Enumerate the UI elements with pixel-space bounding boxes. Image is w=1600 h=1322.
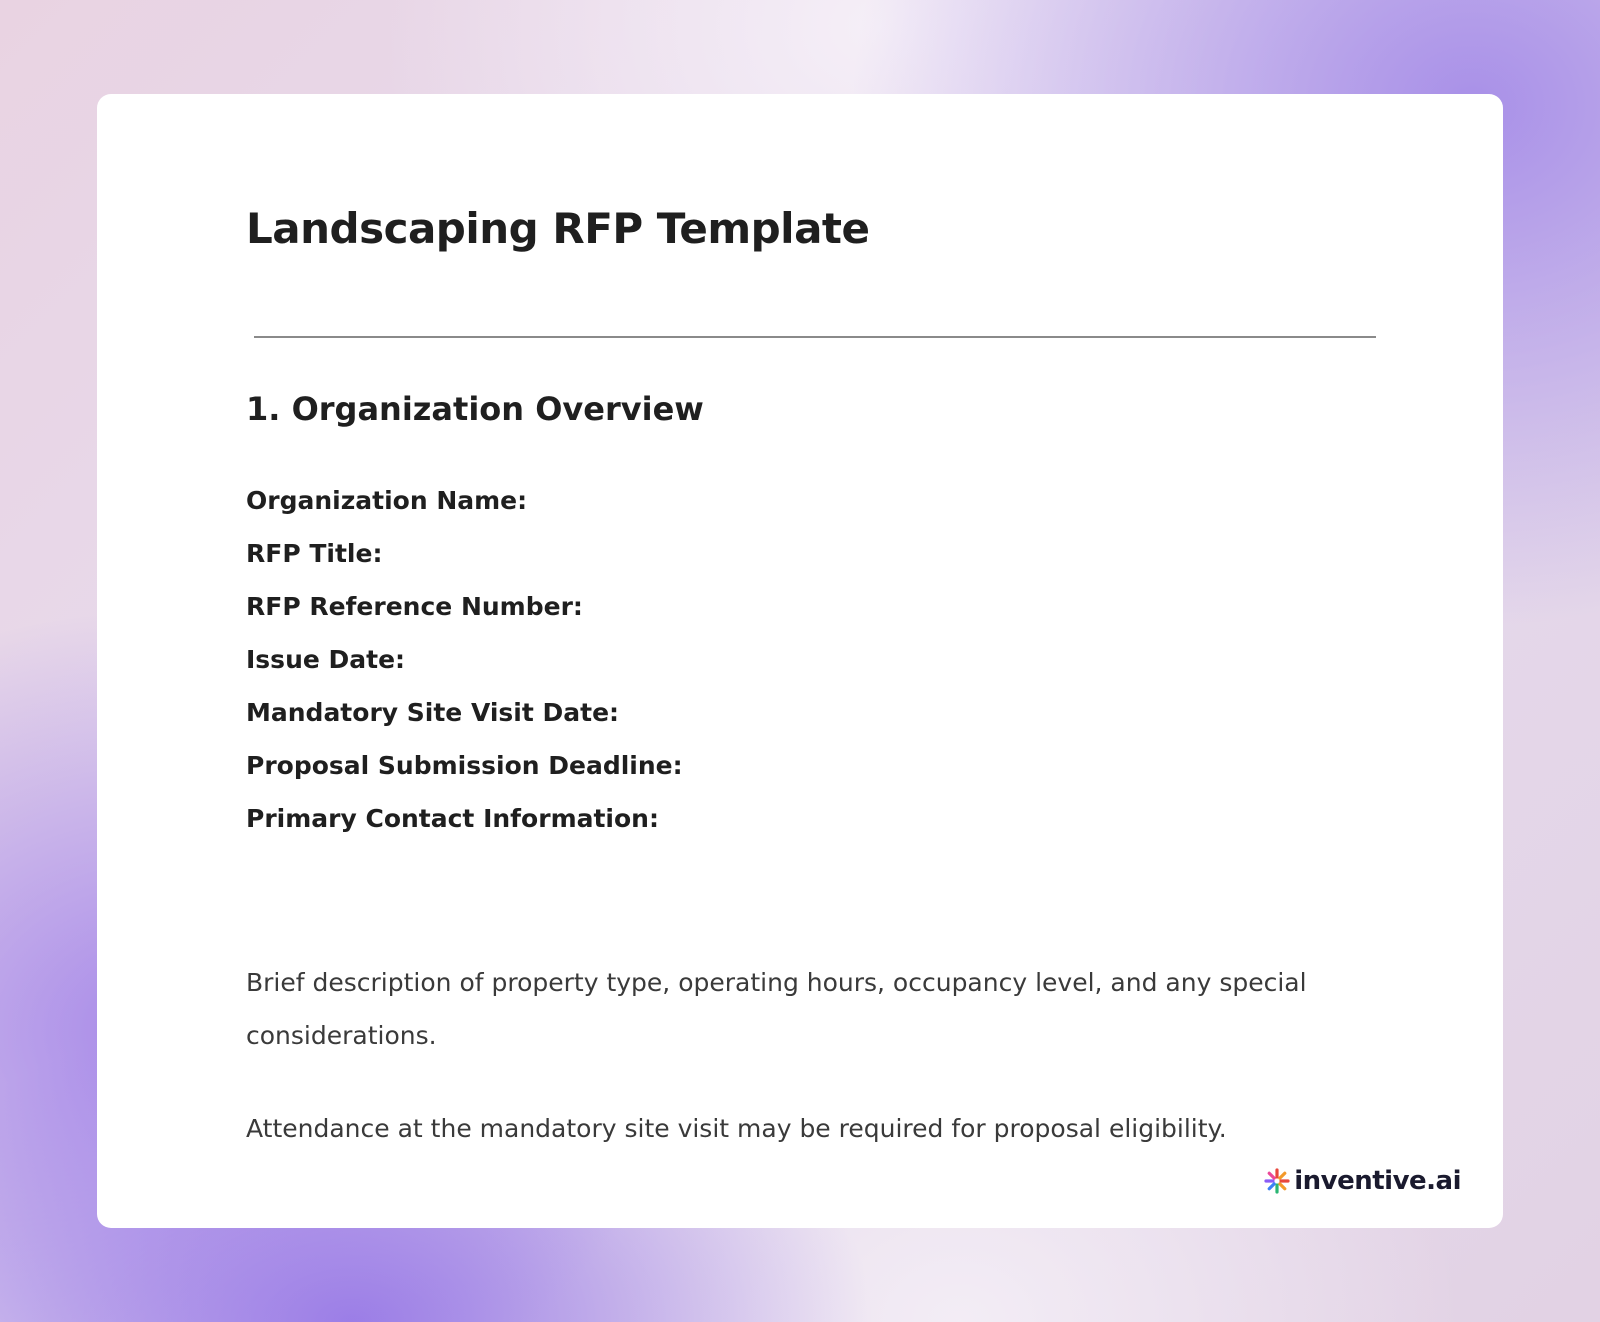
field-list <box>246 486 683 857</box>
document-title: Landscaping RFP Template <box>246 204 870 253</box>
title-divider <box>254 336 1376 338</box>
site-visit-note-paragraph: Attendance at the mandatory site visit may be required for proposal eligibility. <box>246 1114 1227 1143</box>
field-organization-name: Organization Name: <box>246 486 528 515</box>
field-issue-date: Issue Date: <box>246 645 406 674</box>
logo-ray <box>1280 1184 1285 1189</box>
brand-logo <box>1264 1166 1461 1196</box>
section-heading: 1. Organization Overview <box>246 390 704 428</box>
logo-ray <box>1269 1184 1274 1189</box>
field-submission-deadline: Proposal Submission Deadline: <box>246 751 683 780</box>
logo-ray <box>1269 1173 1274 1178</box>
field-primary-contact: Primary Contact Information: <box>246 804 659 833</box>
property-description-paragraph: Brief description of property type, operating hours, occupancy level, and any special considerations. <box>246 968 1307 1050</box>
field-rfp-reference-number: RFP Reference Number: <box>246 592 583 621</box>
inventive-logo-icon <box>1264 1168 1290 1194</box>
document-card <box>97 94 1503 1228</box>
brand-name: inventive.ai <box>1294 1166 1461 1196</box>
field-site-visit-date: Mandatory Site Visit Date: <box>246 698 620 727</box>
field-rfp-title: RFP Title: <box>246 539 383 568</box>
logo-ray <box>1280 1173 1285 1178</box>
